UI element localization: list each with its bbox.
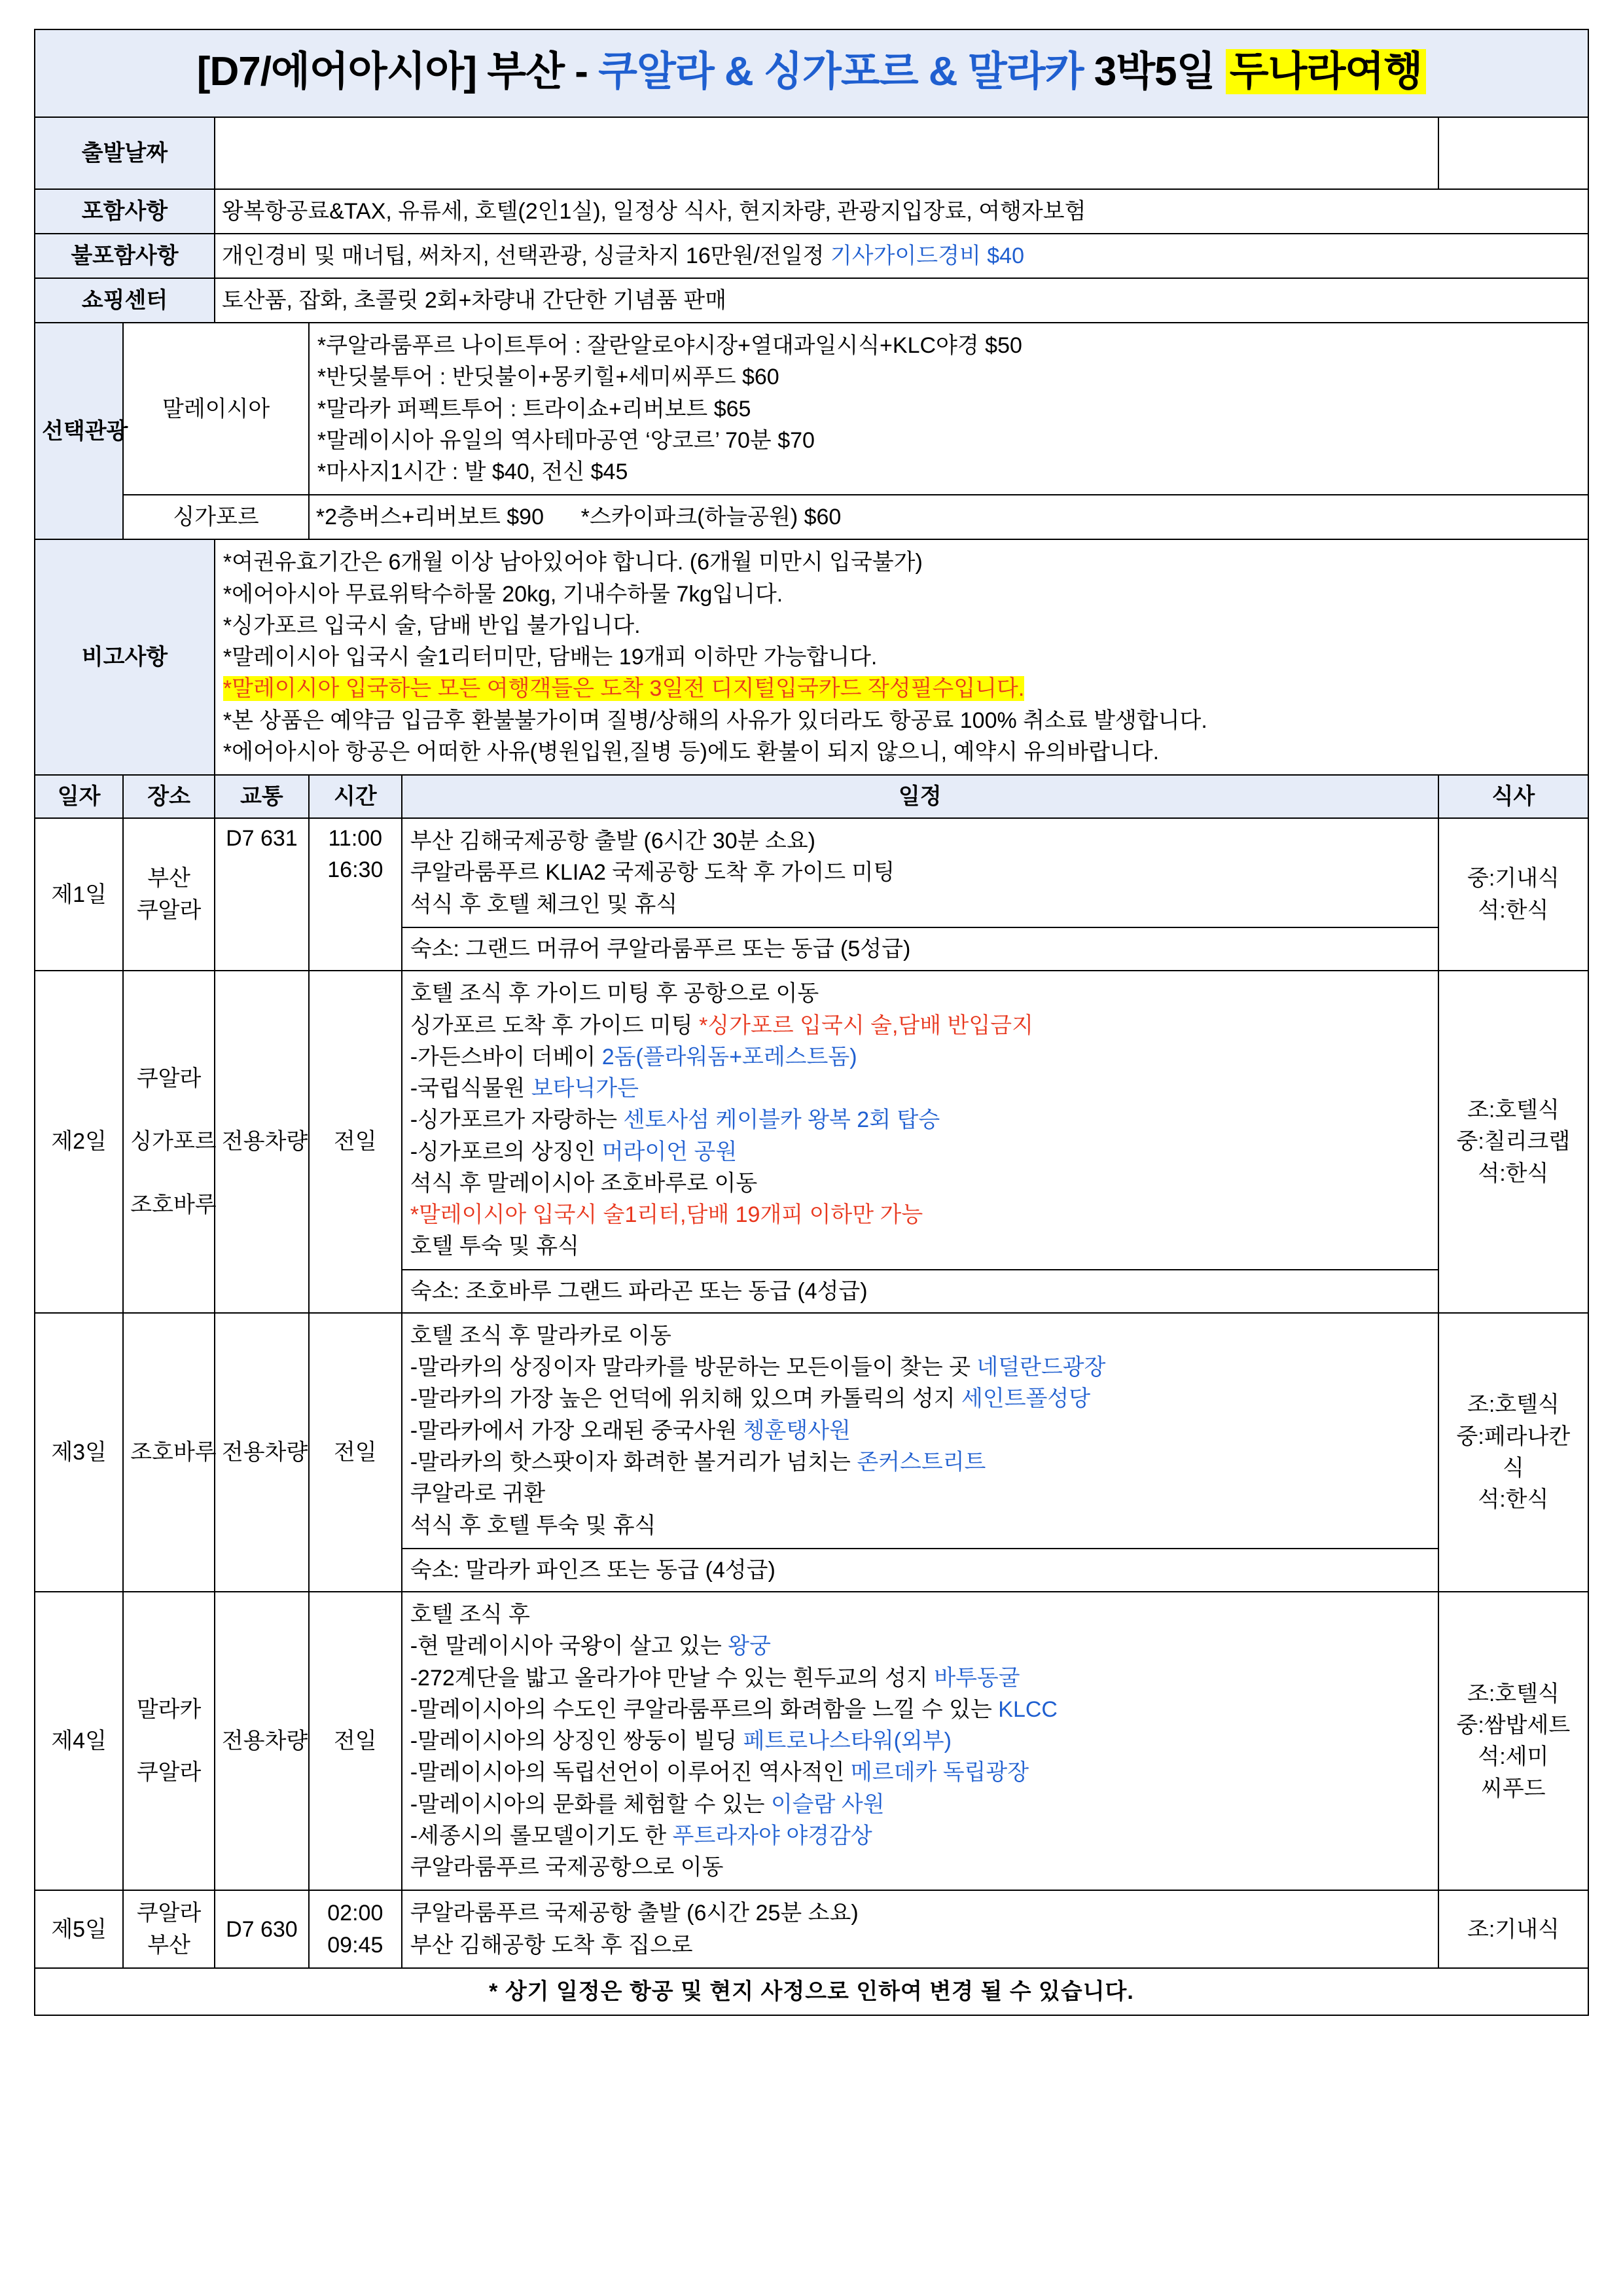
place-name: 부산: [147, 1932, 190, 1958]
depart-date-value-2: [1438, 117, 1588, 189]
exclude-value-plain: 개인경비 및 매너팁, 써차지, 선택관광, 싱글차지 16만원/전일정: [221, 243, 830, 268]
note-line: *에어아시아 무료위탁수하물 20kg, 기내수하물 7kg입니다.: [223, 581, 783, 607]
place-name: 싱가포르: [130, 1129, 217, 1155]
note-line-warning-text: *말레이시아 입국하는 모든 여행객들은 도착 3일전 디지털입국카드 작성필수입니다.: [223, 676, 1025, 702]
option-item: *반딧불투어 : 반딧불이+몽키힐+세미씨푸드 $60: [317, 365, 779, 390]
depart-date-label: 출발날짜: [35, 117, 215, 189]
place-name: 부산: [147, 866, 190, 891]
note-line: *본 상품은 예약금 입금후 환불불가이며 질병/상해의 사유가 있더라도 항공료 100% 취소료 발생합니다.: [223, 708, 1207, 733]
schedule-text: 쿠알라룸푸르 국제공항으로 이동: [410, 1855, 724, 1880]
exclude-label: 불포함사항: [35, 234, 215, 278]
schedule-highlight: 네덜란드광장: [976, 1355, 1106, 1380]
day-label: 제3일: [35, 1313, 123, 1592]
day-places: [123, 1592, 215, 1890]
day-schedule: [402, 1890, 1438, 1968]
day-schedule: [402, 971, 1438, 1313]
include-value: 왕복항공료&TAX, 유류세, 호텔(2인1실), 일정상 식사, 현지차량, 관광지입장료, 여행자보험: [215, 189, 1588, 234]
col-header-day: 일자: [35, 775, 123, 818]
day-times: 전일: [309, 971, 402, 1313]
meal-item: 식: [1502, 1456, 1524, 1480]
schedule-line: [410, 1662, 1430, 1694]
schedule-text: 호텔 조식 후: [410, 1602, 530, 1628]
schedule-line: [410, 1789, 1430, 1820]
schedule-highlight: KLCC: [998, 1696, 1058, 1722]
meal-item: 조:호텔식: [1467, 1681, 1560, 1706]
option-item: *쿠알라룸푸르 나이트투어 : 잘란알로야시장+열대과일시식+KLC야경 $50: [317, 333, 1022, 359]
schedule-text: -말라카에서 가장 오래된 중국사원: [410, 1418, 743, 1443]
day-transport: 전용차량: [215, 971, 309, 1313]
option-item: *2층버스+리버보트 $90: [315, 505, 544, 530]
schedule-warning: *싱가포르 입국시 술,담배 반입금지: [699, 1013, 1033, 1038]
day-transport: 전용차량: [215, 1313, 309, 1592]
schedule-text: -말레이시아의 문화를 체험할 수 있는: [410, 1791, 771, 1817]
meal-item: 석:한식: [1478, 1160, 1549, 1186]
option-tour-malaysia-items: [309, 323, 1588, 495]
schedule-line: [410, 1230, 1430, 1262]
col-header-time: 시간: [309, 775, 402, 818]
option-tour-malaysia-label: 말레이시아: [123, 323, 309, 495]
notes-list: [215, 539, 1588, 775]
schedule-text: -현 말레이시아 국왕이 살고 있는: [410, 1634, 728, 1659]
title-prefix: [D7/에어아시아] 부산 -: [196, 49, 599, 94]
note-line-warning: [223, 673, 1580, 704]
include-label: 포함사항: [35, 189, 215, 234]
day-transport: D7 631: [215, 818, 309, 971]
schedule-line: [410, 1041, 1430, 1073]
option-tour-singapore-items: [309, 495, 1588, 539]
schedule-text: 호텔 조식 후 가이드 미팅 후 공항으로 이동: [410, 981, 819, 1007]
schedule-highlight: 세인트폴성당: [961, 1386, 1091, 1412]
schedule-highlight: 바투동굴: [934, 1665, 1020, 1691]
option-tour-malaysia-row: [35, 323, 1588, 495]
day-meals: [1438, 818, 1588, 971]
schedule-line: [410, 1510, 1430, 1541]
schedule-line: [410, 1852, 1430, 1883]
schedule-text: 호텔 투숙 및 휴식: [410, 1234, 579, 1259]
document-table: [34, 29, 1589, 2016]
day-meals: [1438, 971, 1588, 1313]
schedule-line: 쿠알라룸푸르 국제공항 출발 (6시간 25분 소요): [410, 1901, 859, 1926]
option-item: *마사지1시간 : 발 $40, 전신 $45: [317, 459, 628, 485]
depart-date-value: [215, 117, 1438, 189]
meal-item: 조:호텔식: [1467, 1392, 1560, 1418]
note-line: *여권유효기간은 6개월 이상 남아있어야 합니다. (6개월 미만시 입국불가): [223, 550, 923, 575]
schedule-line: [410, 1320, 1430, 1352]
note-line: *에어아시아 항공은 어떠한 사유(병원입원,질병 등)에도 환불이 되지 않으니, 예약시 유의바랍니다.: [223, 739, 1160, 764]
notes-row: [35, 539, 1588, 775]
meal-item: 중:기내식: [1467, 866, 1560, 891]
schedule-text: -국립식물원: [410, 1076, 531, 1102]
note-line: *싱가포르 입국시 술, 담배 반입 불가입니다.: [223, 613, 641, 638]
schedule-line: [410, 1352, 1430, 1383]
shopping-label: 쇼핑센터: [35, 278, 215, 323]
schedule-text: 석식 후 말레이시아 조호바루로 이동: [410, 1170, 758, 1196]
schedule-text: -말라카의 가장 높은 언덕에 위치해 있으며 카톨릭의 성지: [410, 1386, 962, 1412]
itinerary-header-row: [35, 775, 1588, 818]
day-meals: [1438, 1890, 1588, 1968]
schedule-line: 부산 김해공항 도착 후 집으로: [410, 1932, 693, 1958]
schedule-text: -말레이시아의 상징인 쌍둥이 빌딩: [410, 1729, 743, 1754]
table-row: [35, 971, 1588, 1313]
day-times: 전일: [309, 1313, 402, 1592]
schedule-warning: *말레이시아 입국시 술1리터,담배 19개피 이하만 가능: [410, 1202, 923, 1228]
option-tour-singapore-row: [35, 495, 1588, 539]
day-times: [309, 1890, 402, 1968]
title-row: [35, 29, 1588, 117]
schedule-line: [410, 1725, 1430, 1757]
schedule-highlight: 페트로나스타워(외부): [743, 1729, 952, 1754]
day-transport: 전용차량: [215, 1592, 309, 1890]
schedule-line: [410, 1073, 1430, 1104]
day-schedule: [402, 1313, 1438, 1592]
schedule-line: [410, 1757, 1430, 1788]
accommodation: 숙소: 그랜드 머큐어 쿠알라룸푸르 또는 동급 (5성급): [402, 927, 1438, 970]
day-label: 제4일: [35, 1592, 123, 1890]
schedule-highlight: 머라이언 공원: [601, 1139, 738, 1164]
col-header-schedule: 일정: [402, 775, 1438, 818]
footer-note: * 상기 일정은 항공 및 현지 사정으로 인하여 변경 될 수 있습니다.: [35, 1968, 1588, 2015]
meal-item: 씨푸드: [1481, 1776, 1546, 1801]
schedule-line: [410, 1630, 1430, 1662]
schedule-line: [410, 1010, 1430, 1041]
notes-label: 비고사항: [35, 539, 215, 775]
schedule-line: [410, 1478, 1430, 1509]
day-places: 조호바루: [123, 1313, 215, 1592]
table-row: [35, 1890, 1588, 1968]
time-value: 09:45: [327, 1932, 383, 1958]
schedule-text: 싱가포르 도착 후 가이드 미팅: [410, 1013, 700, 1038]
option-tour-label: 선택관광: [35, 323, 123, 539]
place-name: 쿠알라: [136, 897, 202, 923]
schedule-line: [410, 1599, 1430, 1630]
schedule-lines: [402, 1314, 1438, 1548]
col-header-transport: 교통: [215, 775, 309, 818]
day-places: [123, 971, 215, 1313]
schedule-line: 쿠알라룸푸르 KLIA2 국제공항 도착 후 가이드 미팅: [410, 860, 895, 886]
title-middle: 3박5일: [1083, 49, 1226, 94]
schedule-highlight: 메르데카 독립광장: [850, 1760, 1029, 1785]
table-row: [35, 1313, 1588, 1592]
schedule-lines: [402, 819, 1438, 927]
day-label: 제1일: [35, 818, 123, 971]
schedule-text: 쿠알라로 귀환: [410, 1481, 546, 1507]
meal-item: 석:한식: [1478, 897, 1549, 923]
day-schedule: [402, 1592, 1438, 1890]
place-name: 쿠알라: [136, 1901, 202, 1926]
place-name: 쿠알라: [136, 1760, 202, 1785]
shopping-value: 토산품, 잡화, 초콜릿 2회+차량내 간단한 기념품 판매: [215, 278, 1588, 323]
exclude-value-guide-fee: 기사가이드경비 $40: [830, 243, 1024, 268]
time-value: 16:30: [327, 857, 383, 883]
meal-item: 석:한식: [1478, 1487, 1549, 1513]
meal-item: 중:쌈밥세트: [1456, 1712, 1571, 1738]
schedule-line: [410, 1415, 1430, 1446]
exclude-row: [35, 234, 1588, 278]
place-name: 쿠알라: [136, 1066, 202, 1091]
exclude-value: [215, 234, 1588, 278]
note-line: *말레이시아 입국시 술1리터미만, 담배는 19개피 이하만 가능합니다.: [223, 645, 878, 670]
table-row: [35, 818, 1588, 971]
include-row: [35, 189, 1588, 234]
day-transport: D7 630: [215, 1890, 309, 1968]
schedule-lines: [402, 971, 1438, 1268]
day-times: [309, 818, 402, 971]
schedule-text: -272계단을 밟고 올라가야 만날 수 있는 흰두교의 성지: [410, 1665, 935, 1691]
meal-item: 조:기내식: [1467, 1916, 1560, 1942]
col-header-place: 장소: [123, 775, 215, 818]
meal-item: 중:칠리크랩: [1456, 1129, 1571, 1155]
schedule-highlight: 존커스트리트: [857, 1450, 986, 1475]
schedule-text: -싱가포르가 자랑하는: [410, 1107, 624, 1133]
time-value: 11:00: [328, 826, 383, 852]
schedule-text: -말라카의 핫스팟이자 화려한 볼거리가 넘치는: [410, 1450, 857, 1475]
option-item: *말레이시아 유일의 역사테마공연 ‘앙코르’ 70분 $70: [317, 427, 815, 453]
day-places: [123, 818, 215, 971]
place-name: 조호바루: [130, 1193, 217, 1217]
time-value: 02:00: [327, 1901, 383, 1926]
schedule-line: [410, 1199, 1430, 1230]
schedule-text: 호텔 조식 후 말라카로 이동: [410, 1323, 671, 1348]
place-name: 말라카: [136, 1696, 202, 1722]
depart-date-row: [35, 117, 1588, 189]
title-route: 쿠알라 & 싱가포르 & 말라카: [598, 49, 1084, 94]
day-label: 제2일: [35, 971, 123, 1313]
schedule-line: [410, 1104, 1430, 1136]
schedule-line: [410, 1694, 1430, 1725]
day-label: 제5일: [35, 1890, 123, 1968]
schedule-highlight: 푸트라자야 야경감상: [672, 1823, 872, 1848]
option-tour-singapore-label: 싱가포르: [123, 495, 309, 539]
schedule-text: -말레이시아의 독립선언이 이루어진 역사적인: [410, 1760, 851, 1785]
schedule-highlight: 쳉훈탱사원: [743, 1418, 851, 1443]
schedule-line: 부산 김해국제공항 출발 (6시간 30분 소요): [410, 829, 815, 854]
schedule-text: -세종시의 롤모델이기도 한: [410, 1823, 673, 1848]
schedule-line: [410, 1168, 1430, 1199]
footer-row: [35, 1968, 1588, 2015]
schedule-line: [410, 1136, 1430, 1168]
schedule-text: -싱가포르의 상징인: [410, 1139, 602, 1164]
day-places: [123, 1890, 215, 1968]
meal-item: 중:페라나칸: [1456, 1424, 1571, 1449]
meal-item: 석:세미: [1478, 1744, 1549, 1770]
day-meals: [1438, 1313, 1588, 1592]
schedule-highlight: 센토사섬 케이블카 왕복 2회 탑승: [623, 1107, 940, 1133]
schedule-line: 석식 후 호텔 체크인 및 휴식: [410, 891, 678, 917]
schedule-highlight: 보타닉가든: [531, 1076, 639, 1102]
option-item: *말라카 퍼펙트투어 : 트라이쇼+리버보트 $65: [317, 396, 751, 422]
schedule-line: [410, 1820, 1430, 1852]
schedule-highlight: 2돔(플라워돔+포레스트돔): [601, 1044, 857, 1069]
shopping-row: [35, 278, 1588, 323]
accommodation: 숙소: 말라카 파인즈 또는 동급 (4성급): [402, 1548, 1438, 1591]
day-times: 전일: [309, 1592, 402, 1890]
schedule-lines: [402, 1592, 1438, 1890]
schedule-line: [410, 1383, 1430, 1414]
title-badge: 두나라여행: [1226, 49, 1426, 94]
meal-item: 조:호텔식: [1467, 1098, 1560, 1123]
schedule-line: [410, 1446, 1430, 1478]
schedule-text: -가든스바이 더베이: [410, 1044, 602, 1069]
col-header-meal: 식사: [1438, 775, 1588, 818]
schedule-text: -말라카의 상징이자 말라카를 방문하는 모든이들이 찾는 곳: [410, 1355, 977, 1380]
page-title: [35, 29, 1588, 117]
schedule-text: 석식 후 호텔 투숙 및 휴식: [410, 1513, 656, 1538]
accommodation: 숙소: 조호바루 그랜드 파라곤 또는 동급 (4성급): [402, 1269, 1438, 1312]
day-schedule: [402, 818, 1438, 971]
table-row: [35, 1592, 1588, 1890]
day-meals: [1438, 1592, 1588, 1890]
schedule-highlight: 왕궁: [728, 1634, 771, 1659]
schedule-highlight: 이슬람 사원: [770, 1791, 885, 1817]
option-item: *스카이파크(하늘공원) $60: [580, 505, 842, 530]
schedule-text: -말레이시아의 수도인 쿠알라룸푸르의 화려함을 느낄 수 있는: [410, 1696, 999, 1722]
schedule-line: [410, 978, 1430, 1009]
